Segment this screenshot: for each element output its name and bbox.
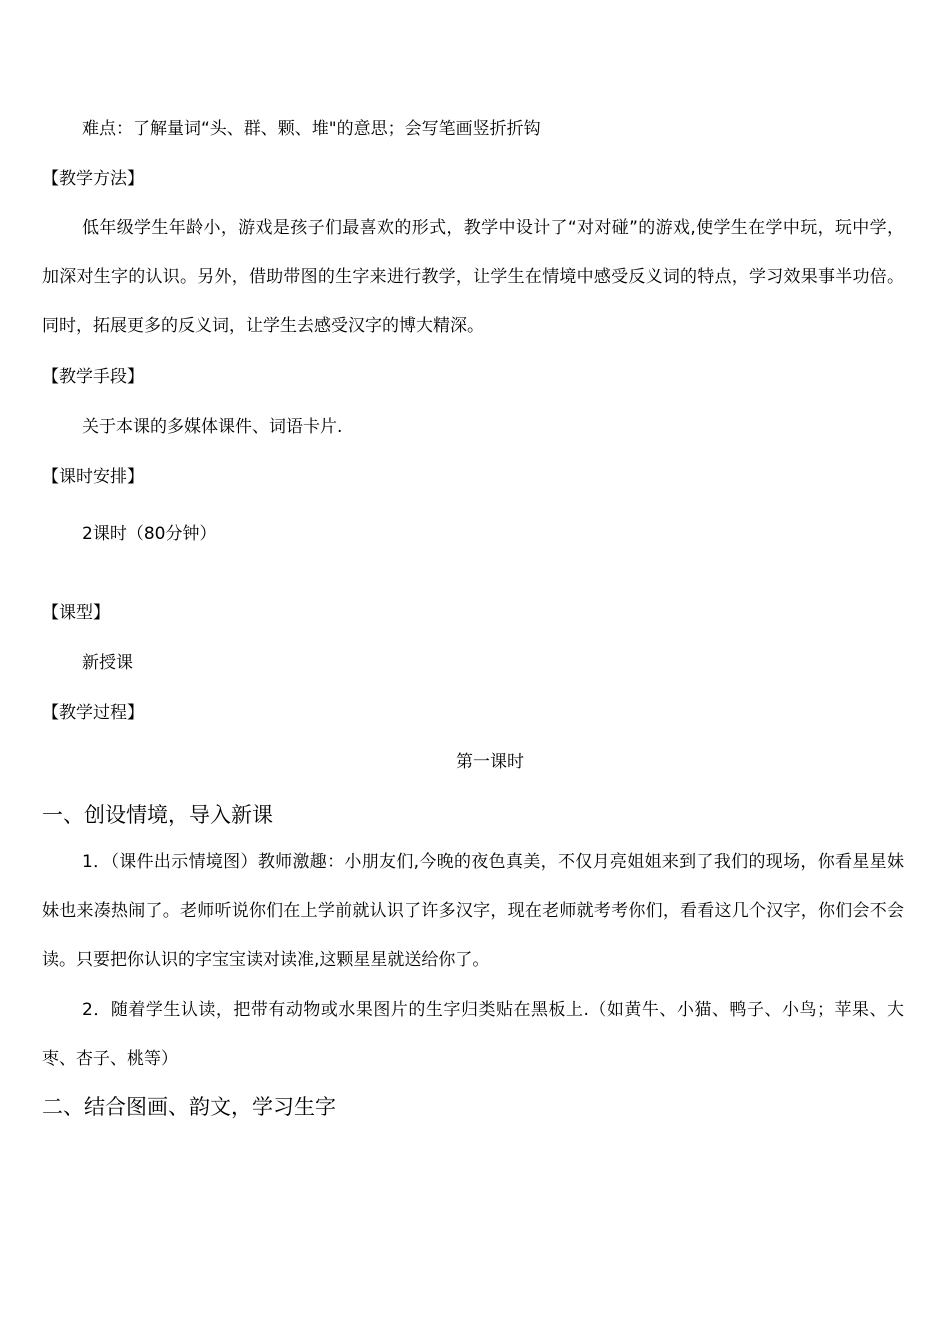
lesson-title: 第一课时 (456, 752, 524, 772)
means-text: 关于本课的多媒体课件、词语卡片. (82, 417, 343, 437)
schedule-heading: 【课时安排】 (42, 467, 144, 487)
part1-heading: 一、创设情境，导入新课 (42, 803, 273, 827)
part1-item2: 2．随着学生认读，把带有动物或水果图片的生字归类贴在黑板上.（如黄牛、小猫、鸭子、小鸟；苹果、大枣、杏子、桃等） (42, 1000, 904, 1069)
schedule-text: 2课时（80分钟） (82, 524, 217, 544)
method-heading: 【教学方法】 (42, 169, 144, 189)
type-heading: 【课型】 (42, 603, 110, 623)
process-heading: 【教学过程】 (42, 703, 144, 723)
method-paragraph: 低年级学生年龄小，游戏是孩子们最喜欢的形式，教学中设计了“对对碰”的游戏,使学生在学中玩，玩中学，加深对生字的认识。另外，借助带图的生字来进行教学，让学生在情境中感受反义词的特点，学习效果事半功倍。同时，拓展更多的反义词，让学生去感受汉字的博大精深。 (42, 218, 904, 336)
part2-heading: 二、结合图画、韵文，学习生字 (42, 1095, 336, 1119)
difficulty-line: 难点：了解量词“头、群、颗、堆"的意思；会写笔画竖折折钩 (82, 119, 541, 139)
type-text: 新授课 (82, 653, 133, 673)
part1-item1: 1．（课件出示情境图）教师激趣：小朋友们,今晚的夜色真美，不仅月亮姐姐来到了我们的现场，你看星星妹妹也来凑热闹了。老师听说你们在上学前就认识了许多汉字，现在老师就考考你们，看看这几个汉字，你们会不会读。只要把你认识的字宝宝读对读准,这颗星星就送给你了。 (42, 852, 904, 970)
means-heading: 【教学手段】 (42, 367, 144, 387)
